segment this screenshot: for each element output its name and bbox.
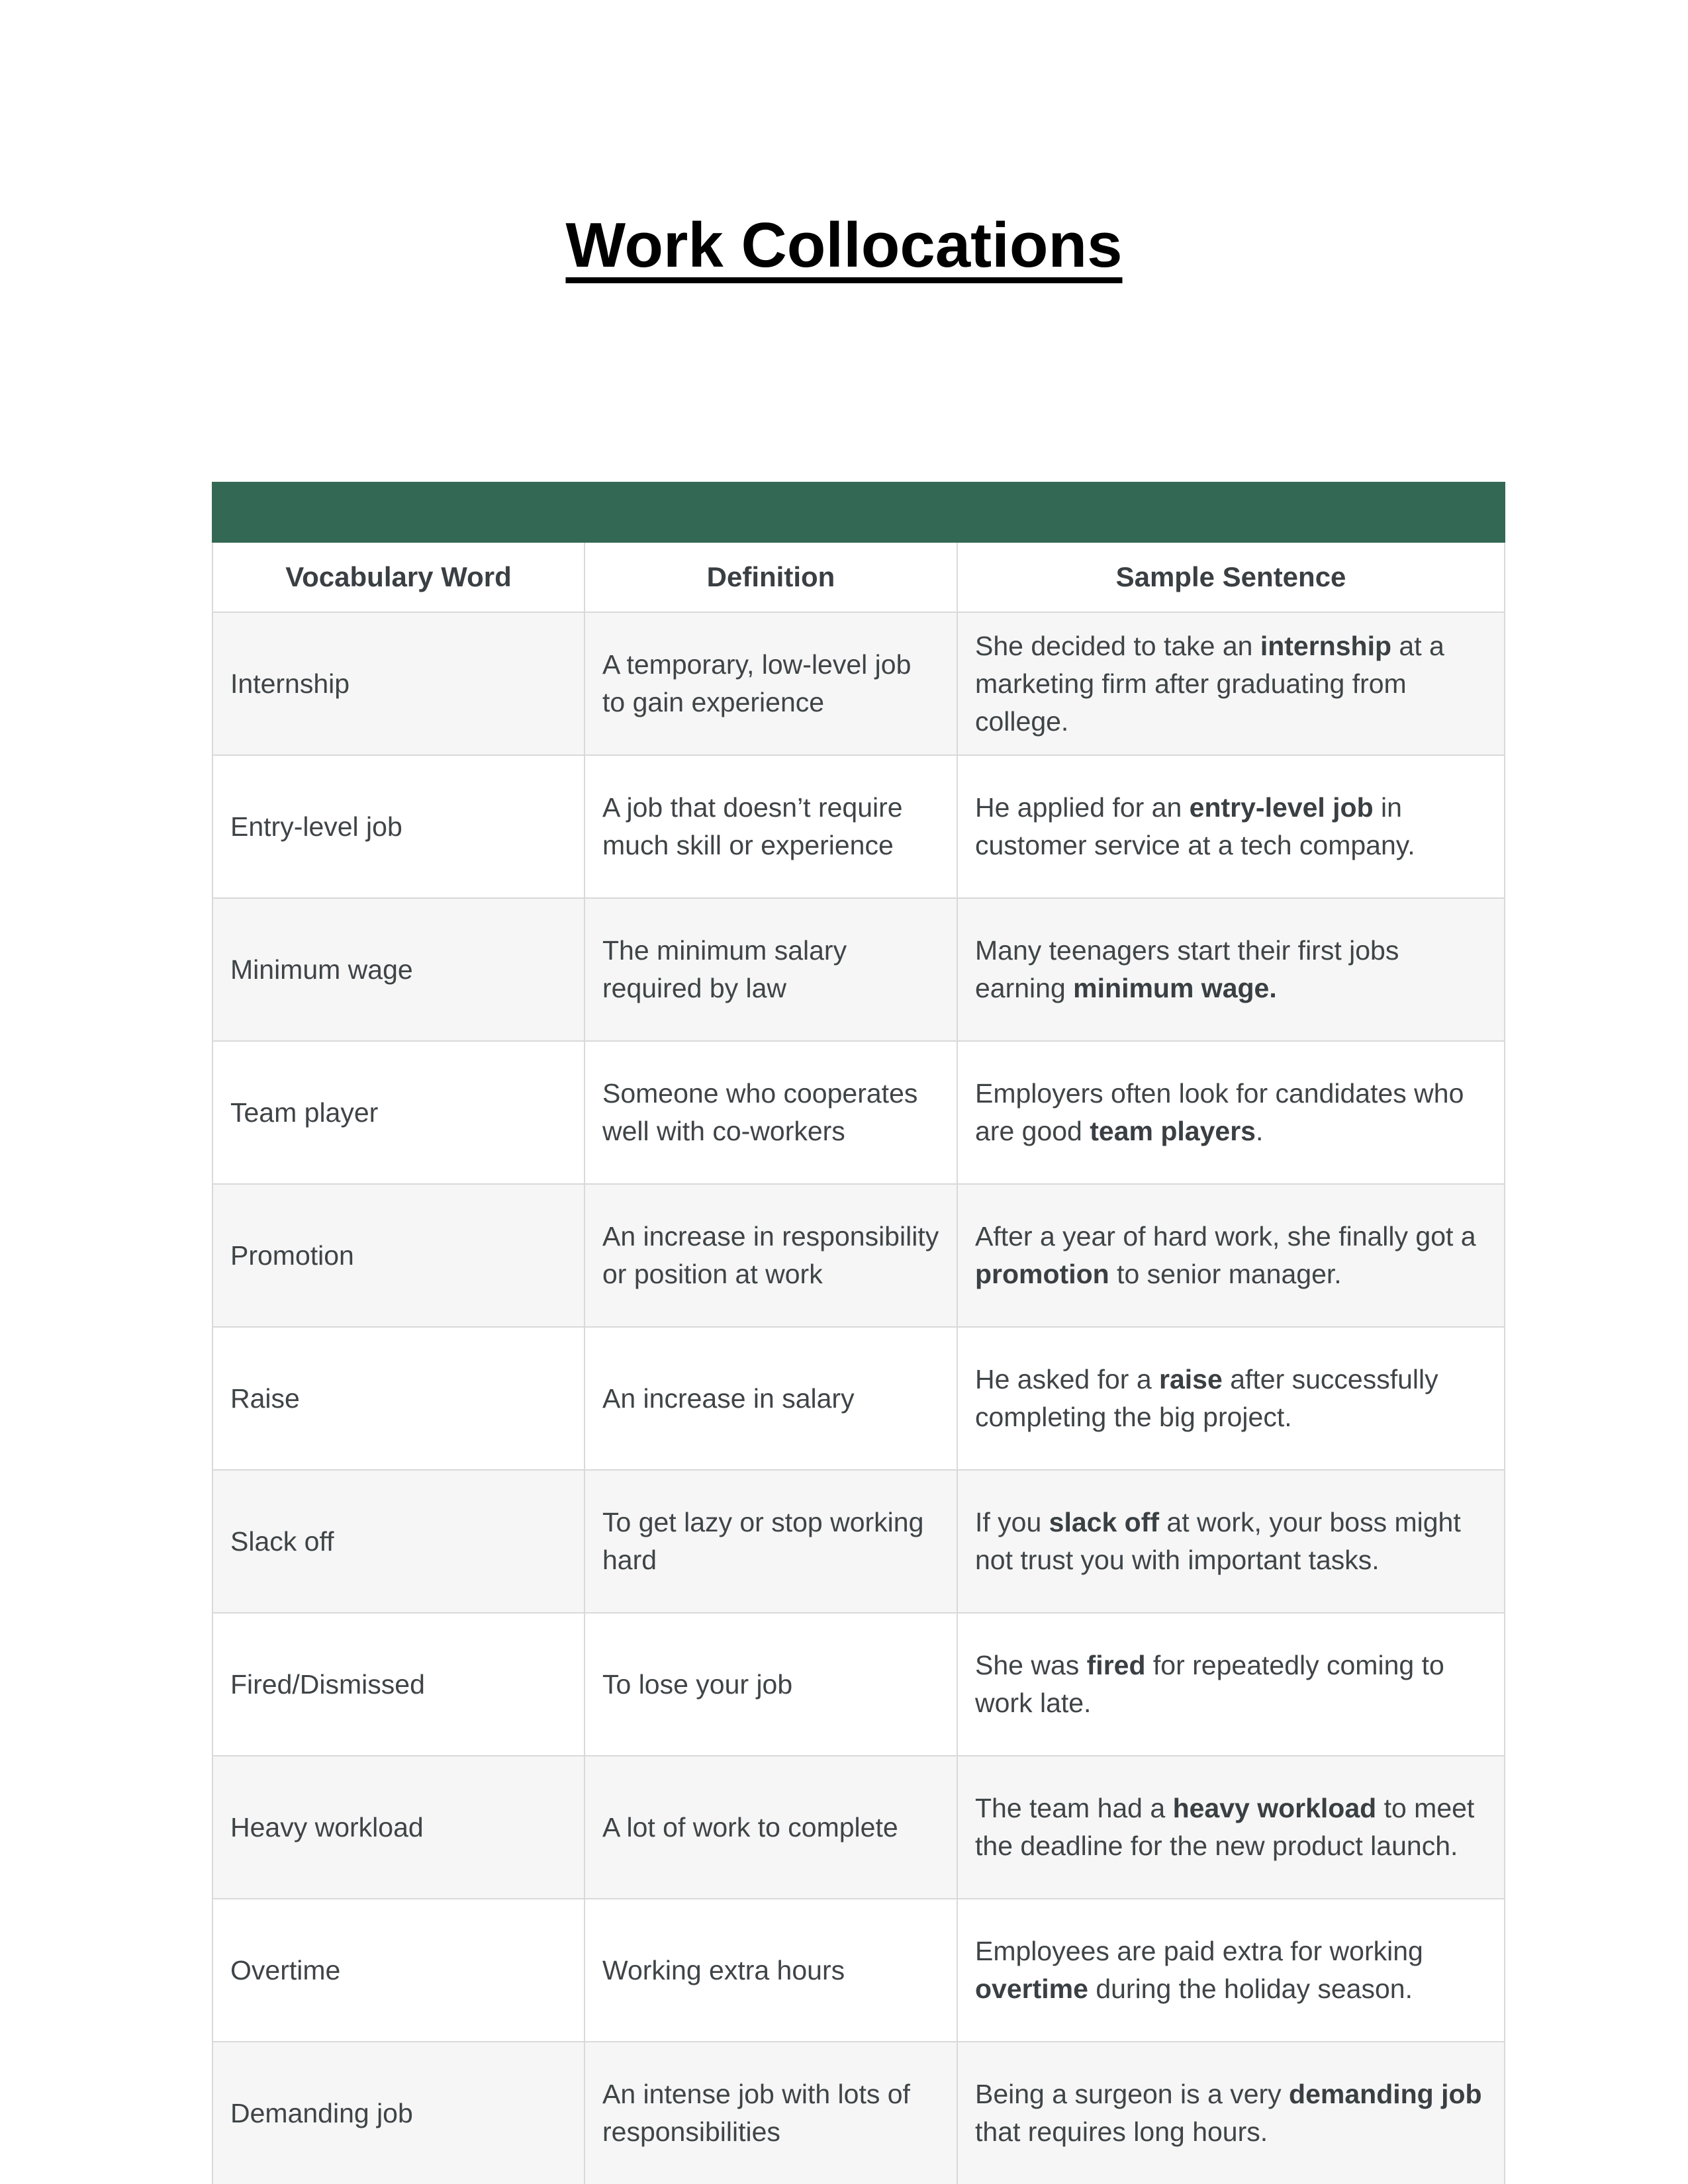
sample-sentence-cell: Employees are paid extra for working overtime during the holiday season. — [957, 1899, 1505, 2042]
definition-cell: A lot of work to complete — [585, 1756, 957, 1899]
table-band-cell — [212, 482, 585, 542]
table-row — [212, 612, 1505, 755]
definition-cell: An increase in responsibility or position at work — [585, 1184, 957, 1327]
vocabulary-word-cell: Fired/Dismissed — [212, 1613, 585, 1756]
table-band-row — [212, 482, 1505, 542]
table-row — [212, 1041, 1505, 1184]
table-row — [212, 755, 1505, 898]
vocabulary-word-cell: Minimum wage — [212, 898, 585, 1041]
page-title-text: Work Collocations — [565, 210, 1123, 281]
definition-cell: An increase in salary — [585, 1327, 957, 1470]
table-row — [212, 898, 1505, 1041]
column-header-vocabulary-word: Vocabulary Word — [212, 542, 585, 612]
vocabulary-word-cell: Team player — [212, 1041, 585, 1184]
definition-cell: To get lazy or stop working hard — [585, 1470, 957, 1613]
definition-cell: The minimum salary required by law — [585, 898, 957, 1041]
table-band-cell — [585, 482, 957, 542]
definition-cell: Someone who cooperates well with co-workers — [585, 1041, 957, 1184]
vocabulary-word-cell: Promotion — [212, 1184, 585, 1327]
definition-cell: To lose your job — [585, 1613, 957, 1756]
vocabulary-word-cell: Overtime — [212, 1899, 585, 2042]
vocabulary-word-cell: Demanding job — [212, 2042, 585, 2184]
table-row — [212, 1184, 1505, 1327]
column-header-sample-sentence: Sample Sentence — [957, 542, 1505, 612]
vocabulary-word-cell: Heavy workload — [212, 1756, 585, 1899]
sample-sentence-cell: Employers often look for candidates who are good team players. — [957, 1041, 1505, 1184]
sample-sentence-cell: The team had a heavy workload to meet the deadline for the new product launch. — [957, 1756, 1505, 1899]
table-row — [212, 1613, 1505, 1756]
table-row — [212, 1470, 1505, 1613]
table-band-cell — [957, 482, 1505, 542]
vocab-table-body — [212, 612, 1505, 2184]
sample-sentence-cell: Many teenagers start their first jobs earning minimum wage. — [957, 898, 1505, 1041]
definition-cell: A temporary, low-level job to gain experience — [585, 612, 957, 755]
definition-cell: Working extra hours — [585, 1899, 957, 2042]
vocab-table — [212, 482, 1505, 2184]
table-header-row — [212, 542, 1505, 612]
table-row — [212, 1327, 1505, 1470]
vocabulary-word-cell: Entry-level job — [212, 755, 585, 898]
sample-sentence-cell: After a year of hard work, she finally got a promotion to senior manager. — [957, 1184, 1505, 1327]
sample-sentence-cell: He applied for an entry-level job in customer service at a tech company. — [957, 755, 1505, 898]
definition-cell: A job that doesn’t require much skill or experience — [585, 755, 957, 898]
sample-sentence-cell: He asked for a raise after successfully completing the big project. — [957, 1327, 1505, 1470]
sample-sentence-cell: She was fired for repeatedly coming to work late. — [957, 1613, 1505, 1756]
definition-cell: An intense job with lots of responsibilities — [585, 2042, 957, 2184]
sample-sentence-cell: She decided to take an internship at a marketing firm after graduating from college. — [957, 612, 1505, 755]
table-row — [212, 2042, 1505, 2184]
vocabulary-word-cell: Slack off — [212, 1470, 585, 1613]
column-header-definition: Definition — [585, 542, 957, 612]
table-row — [212, 1756, 1505, 1899]
sample-sentence-cell: If you slack off at work, your boss might not trust you with important tasks. — [957, 1470, 1505, 1613]
sample-sentence-cell: Being a surgeon is a very demanding job that requires long hours. — [957, 2042, 1505, 2184]
page-title — [0, 209, 1688, 282]
vocabulary-word-cell: Internship — [212, 612, 585, 755]
table-row — [212, 1899, 1505, 2042]
vocabulary-word-cell: Raise — [212, 1327, 585, 1470]
